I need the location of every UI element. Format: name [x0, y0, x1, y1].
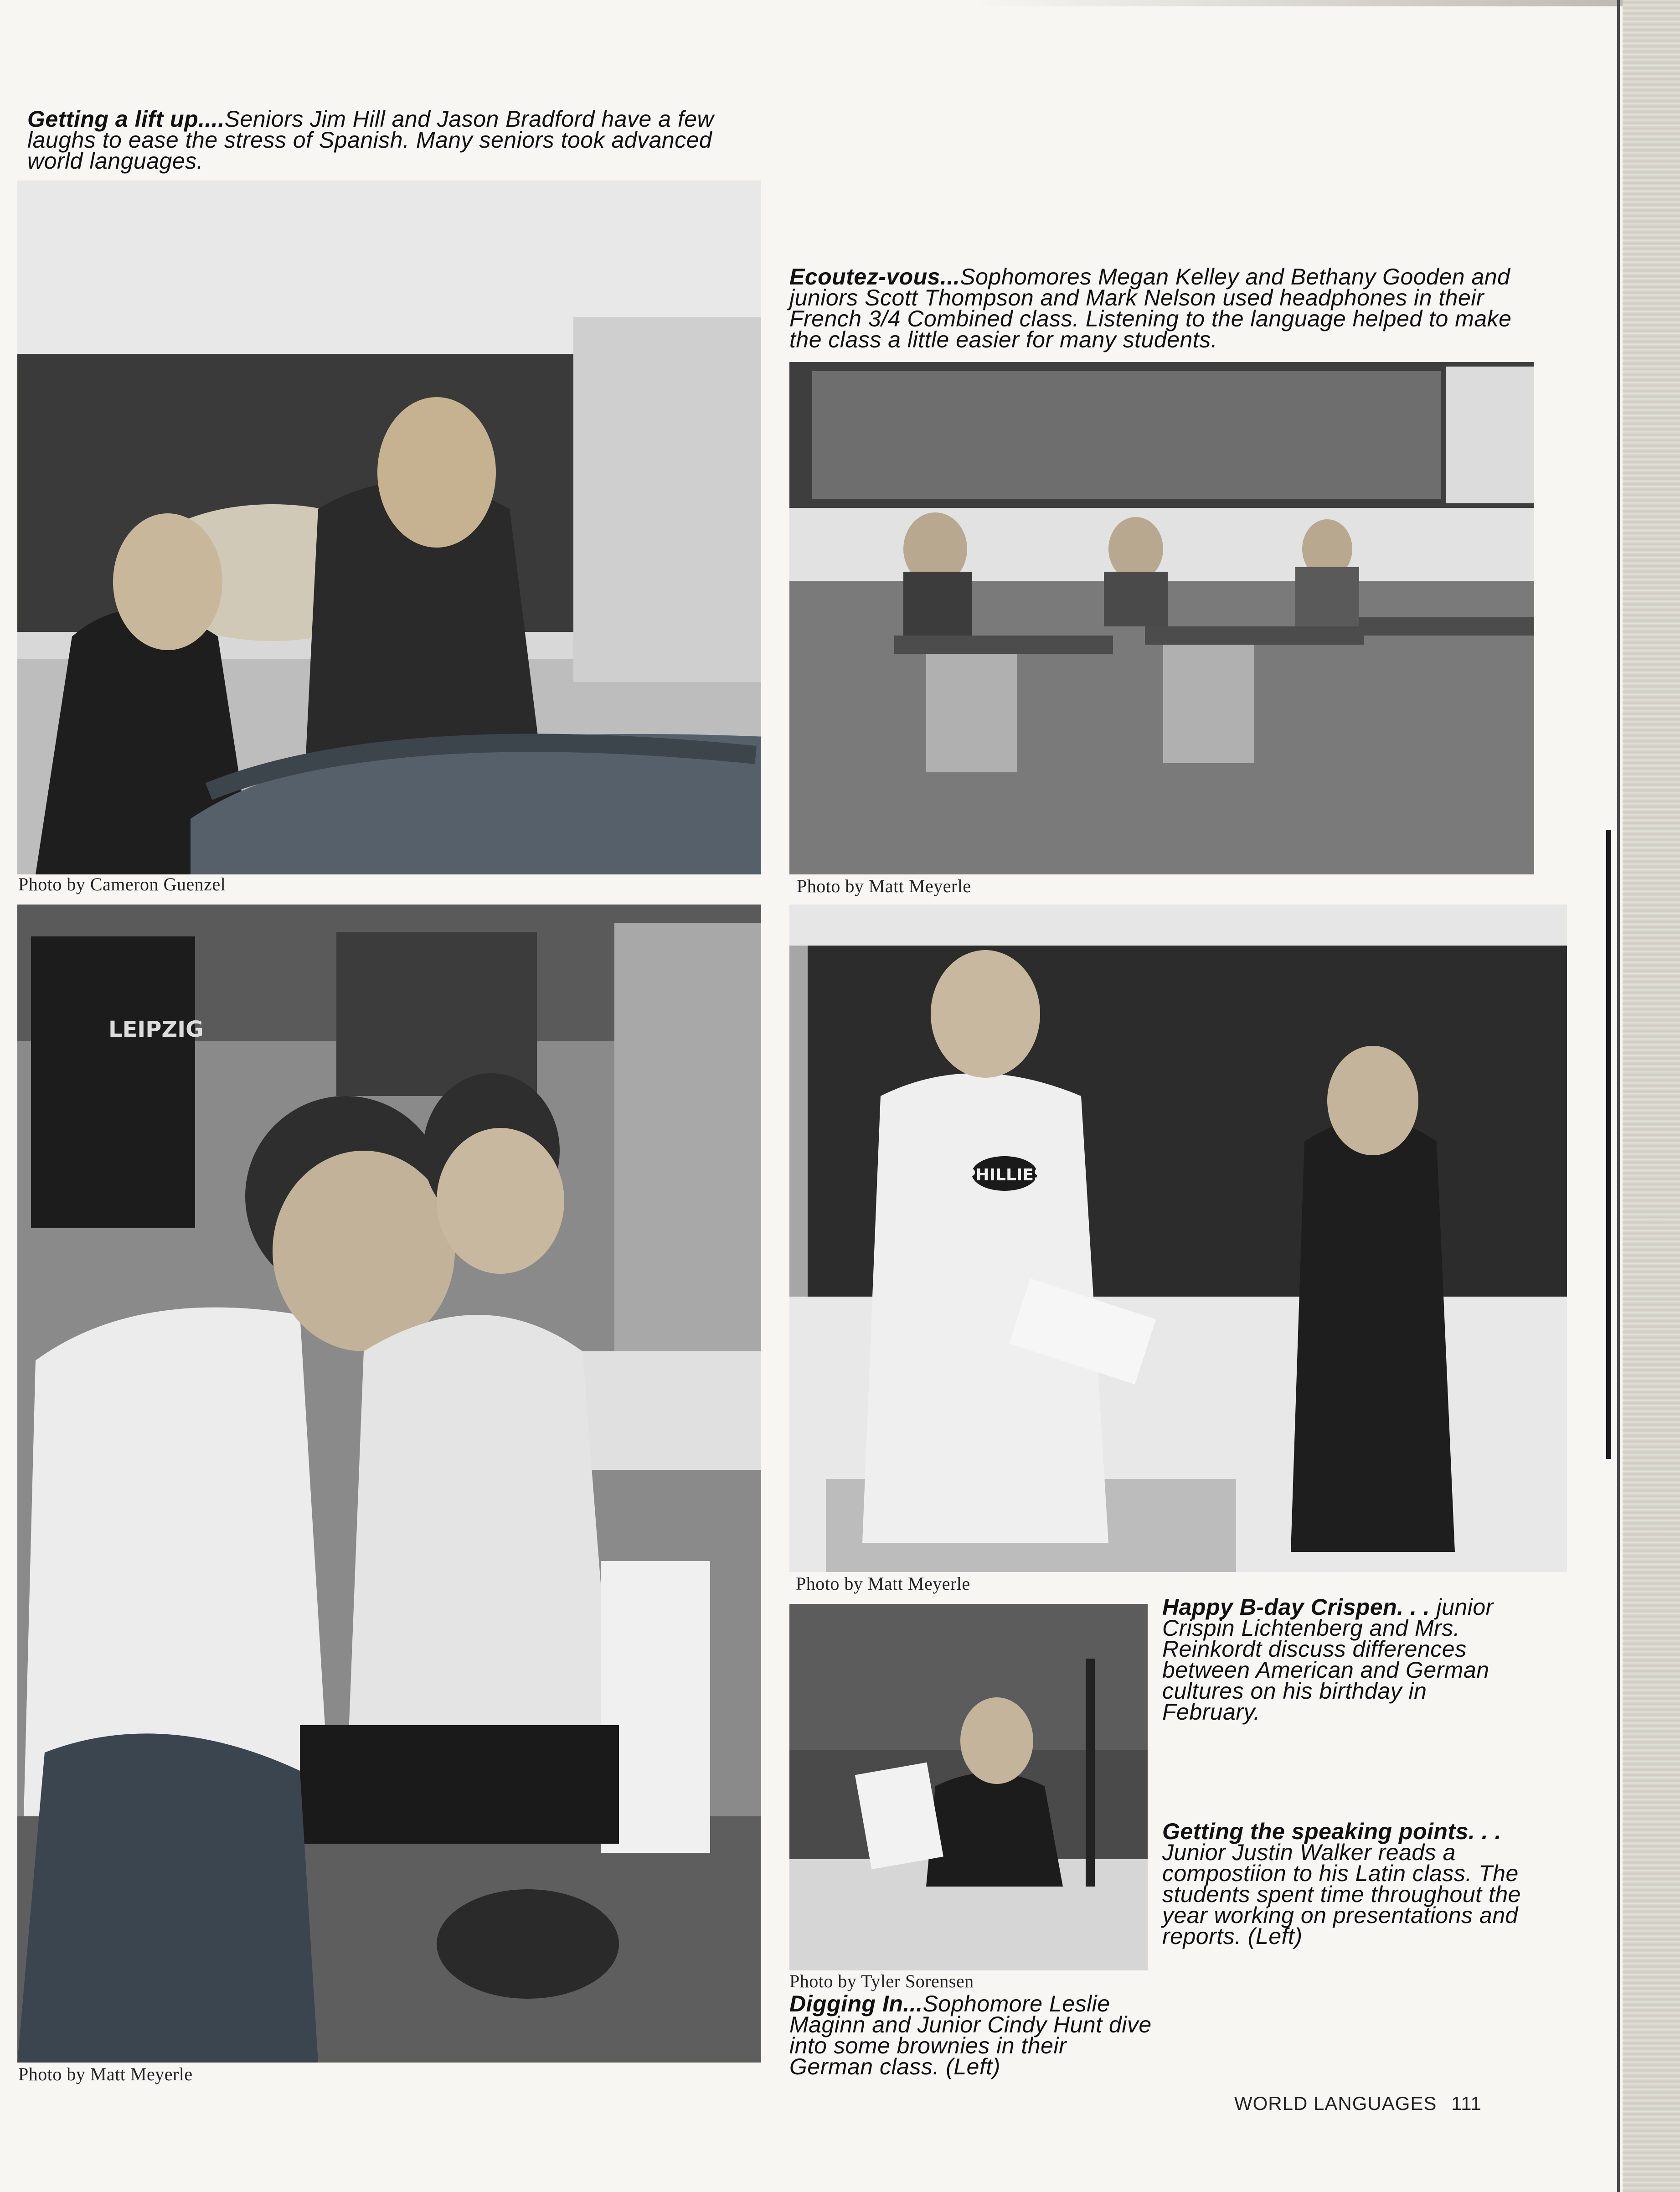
caption-bday: [1162, 1594, 1522, 1725]
caption-ecoutez-body: Sophomores Megan Kelley and Bethany Gooden and juniors Scott Thompson and Mark Nelson used headphones in their French 3/4 Combined class. Listening to the language helped to make the class a little easier for many students.: [789, 264, 1512, 352]
footer-section: WORLD LANGUAGES: [1234, 2093, 1437, 2114]
margin-rule: [1606, 830, 1611, 1459]
photo-spanish-seniors: [17, 181, 761, 874]
binding-line: [1617, 0, 1620, 2192]
caption-lift-lead: Getting a lift up....: [27, 106, 225, 132]
caption-speaking: [1162, 1821, 1522, 1947]
caption-bday-lead: Happy B-day Crispen. . .: [1162, 1594, 1430, 1620]
page-top-edge: [0, 0, 1623, 6]
credit-brownies: Photo by Matt Meyerle: [18, 2064, 193, 2084]
photo-bday-crispen: [789, 905, 1567, 1572]
photo-latin-class: [789, 1604, 1148, 1970]
credit-lift: Photo by Cameron Guenzel: [18, 874, 226, 894]
footer-page-number: 111: [1451, 2093, 1482, 2114]
poster-leipzig: LEIPZIG: [108, 1017, 204, 1042]
caption-speaking-body: Junior Justin Walker reads a compostiion to his Latin class. The students spent time throughout the year working on presentations and reports. (Left): [1162, 1840, 1521, 1949]
caption-speaking-lead: Getting the speaking points. . .: [1162, 1819, 1501, 1844]
caption-digging-lead: Digging In...: [789, 1991, 923, 2016]
photo-german-brownies: [17, 905, 761, 2063]
caption-digging-body: Sophomore Leslie Maginn and Junior Cindy Hunt dive into some brownies in their German class. (Left): [789, 1991, 1152, 2079]
page-binding-edge: [1623, 0, 1680, 2192]
caption-bday-body: junior Crispin Lichtenberg and Mrs. Reinkordt discuss differences between American and German cultures on his birthday in February.: [1162, 1594, 1494, 1725]
caption-lift: [27, 106, 757, 174]
caption-ecoutez-lead: Ecoutez-vous...: [789, 264, 960, 290]
credit-bday: Photo by Matt Meyerle: [796, 1573, 970, 1594]
credit-ecoutez: Photo by Matt Meyerle: [797, 876, 971, 896]
caption-lift-body: Seniors Jim Hill and Jason Bradford have a few laughs to ease the stress of Spanish. Many seniors took advanced world languages.: [27, 106, 714, 174]
credit-speaking: Photo by Tyler Sorensen: [789, 1971, 974, 1991]
shirt-phillies: PHILLIES: [964, 1166, 1046, 1184]
caption-digging: [789, 1993, 1154, 2077]
caption-ecoutez: [789, 266, 1537, 350]
photo-french-class: [789, 362, 1534, 874]
